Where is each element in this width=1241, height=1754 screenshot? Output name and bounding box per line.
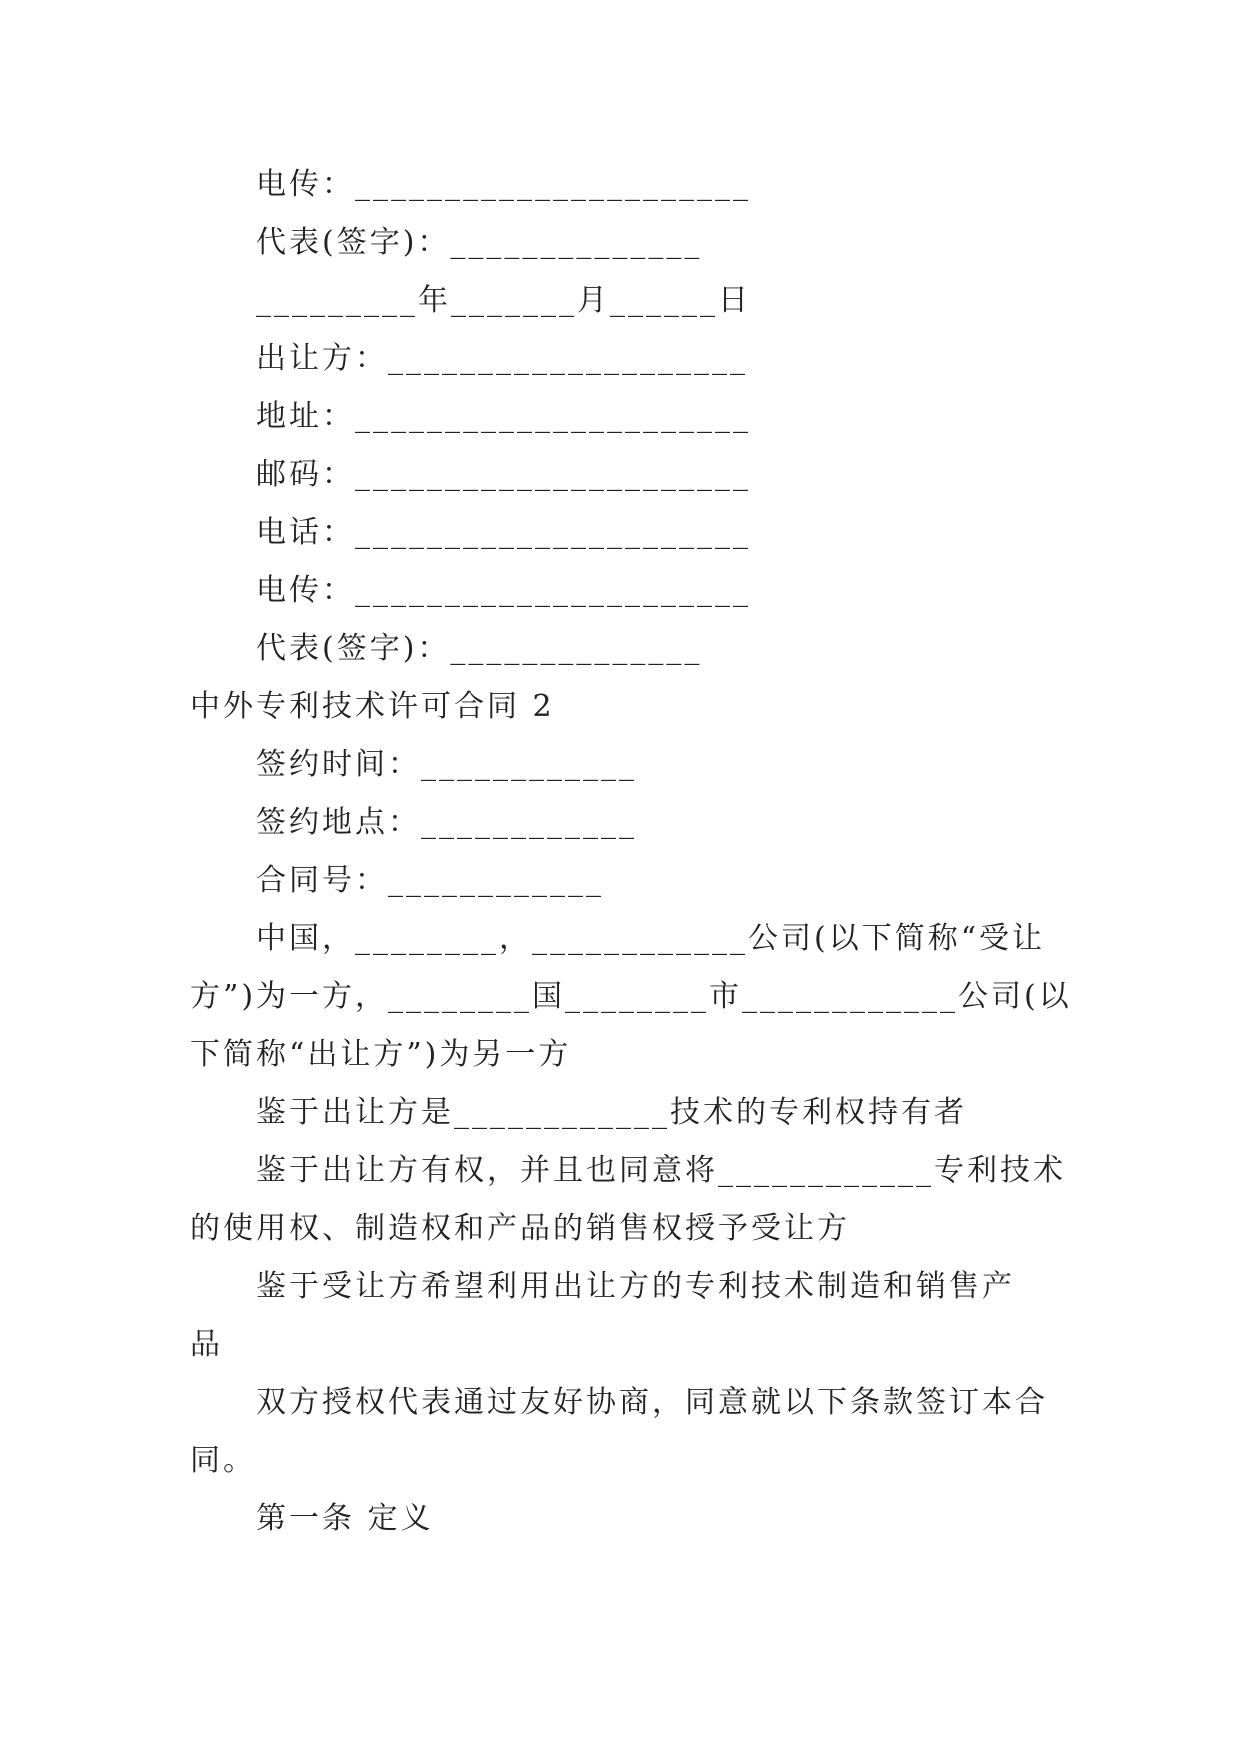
address-field: 地址：______________________ (256, 399, 751, 434)
recital-3-line-1: 鉴于受让方希望利用出让方的专利技术制造和销售产 (256, 1269, 1015, 1304)
representative-signature-1: 代表(签字)：______________ (256, 225, 703, 260)
phone-field: 电话：______________________ (256, 515, 751, 550)
parties-paragraph-line-2: 方”)为一方，________国________市____________公司(以 (190, 979, 1072, 1014)
signing-time-field: 签约时间：____________ (256, 747, 637, 782)
recital-2-line-2: 的使用权、制造权和产品的销售权授予受让方 (190, 1211, 850, 1246)
article-one-heading: 第一条 定义 (256, 1501, 434, 1536)
parties-paragraph-line-1: 中国，________，____________公司(以下简称“受让 (256, 921, 1046, 956)
section-title: 中外专利技术许可合同 2 (190, 689, 555, 724)
representative-signature-2: 代表(签字)：______________ (256, 631, 703, 666)
fax-field-1: 电传：______________________ (256, 167, 751, 202)
licensor-field: 出让方：____________________ (256, 341, 748, 376)
fax-field-2: 电传：______________________ (256, 573, 751, 608)
agreement-line-1: 双方授权代表通过友好协商，同意就以下条款签订本合 (256, 1385, 1048, 1420)
recital-1: 鉴于出让方是____________技术的专利权持有者 (256, 1095, 967, 1130)
agreement-line-2: 同。 (190, 1443, 256, 1478)
date-line: _________年_______月______日 (256, 283, 751, 318)
contract-number-field: 合同号：____________ (256, 863, 604, 898)
recital-2-line-1: 鉴于出让方有权，并且也同意将____________专利技术 (256, 1153, 1066, 1188)
signing-place-field: 签约地点：____________ (256, 805, 637, 840)
postcode-field: 邮码：______________________ (256, 457, 751, 492)
parties-paragraph-line-3: 下简称“出让方”)为另一方 (190, 1037, 572, 1072)
recital-3-line-2: 品 (190, 1327, 223, 1362)
